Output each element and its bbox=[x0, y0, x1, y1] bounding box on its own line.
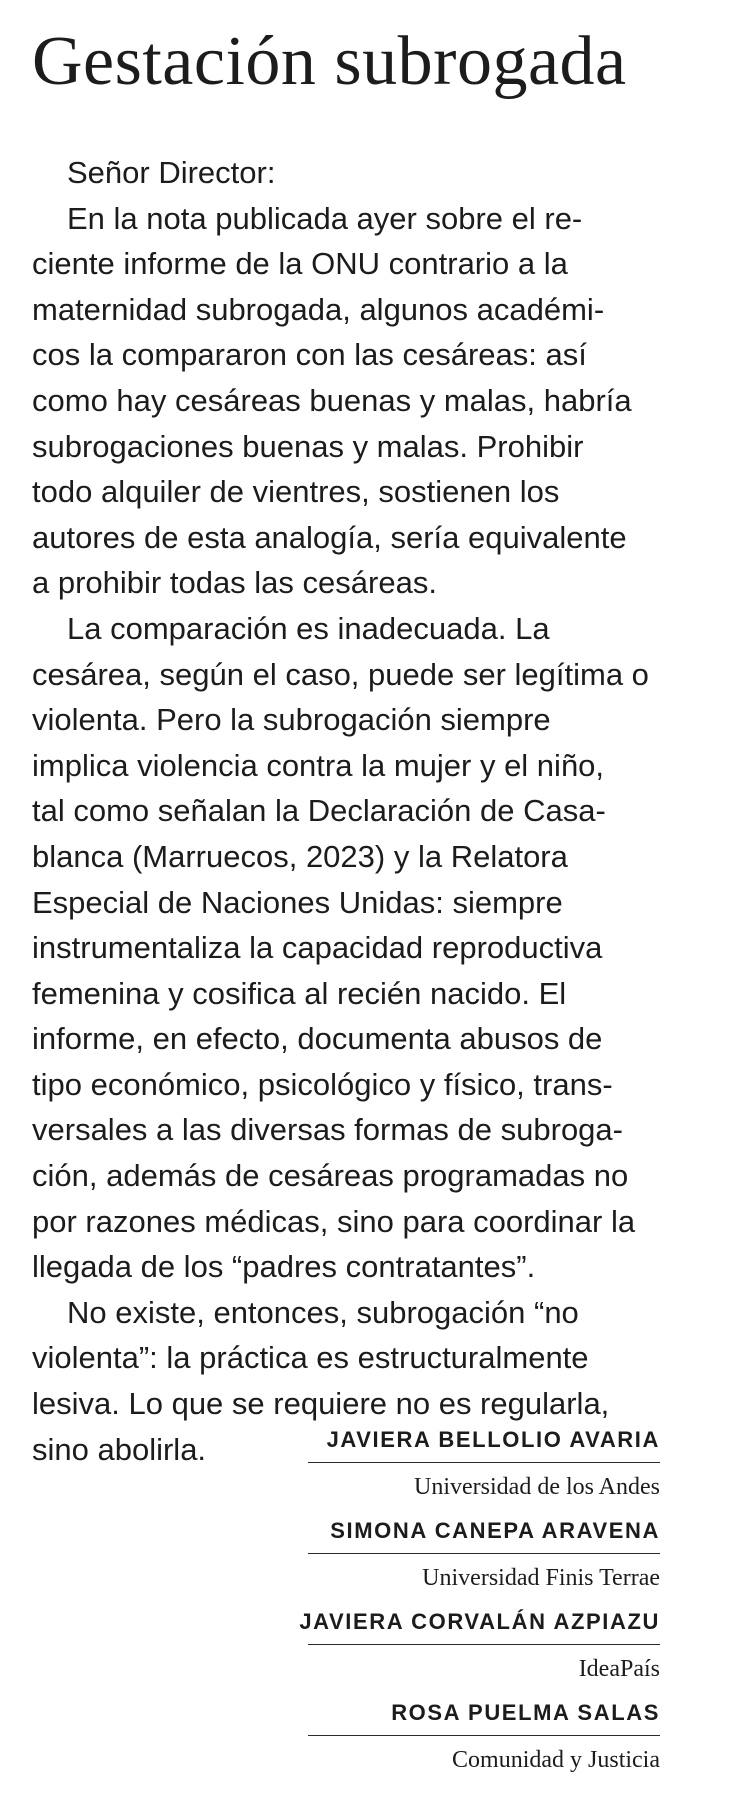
body-line: instrumentaliza la capacidad reproductiva bbox=[32, 930, 603, 966]
signature-entry bbox=[260, 1698, 660, 1789]
body-line: violenta. Pero la subrogación siempre bbox=[32, 702, 551, 738]
body-line: a prohibir todas las cesáreas. bbox=[32, 565, 437, 601]
signature-entry bbox=[260, 1607, 660, 1698]
signatory-name: JAVIERA CORVALÁN AZPIAZU bbox=[299, 1609, 660, 1634]
body-line: violenta”: la práctica es estructuralmente bbox=[32, 1340, 589, 1376]
body-line: lesiva. Lo que se requiere no es regularla, bbox=[32, 1386, 610, 1422]
body-line: cos la compararon con las cesáreas: así bbox=[32, 337, 587, 373]
body-line: En la nota publicada ayer sobre el re- bbox=[67, 200, 583, 236]
signatory-name: SIMONA CANEPA ARAVENA bbox=[330, 1518, 660, 1543]
body-line: tipo económico, psicológico y físico, trans- bbox=[32, 1066, 613, 1102]
signatory-institution: Comunidad y Justicia bbox=[452, 1747, 660, 1773]
body-line: subrogaciones buenas y malas. Prohibir bbox=[32, 428, 584, 464]
signatory-institution: IdeaPaís bbox=[578, 1656, 660, 1682]
signatory-name: ROSA PUELMA SALAS bbox=[391, 1700, 660, 1725]
letter-title: Gestación subrogada bbox=[32, 23, 627, 100]
body-line: cesárea, según el caso, puede ser legítima o bbox=[32, 656, 649, 692]
body-line: por razones médicas, sino para coordinar la bbox=[32, 1203, 636, 1239]
body-line: blanca (Marruecos, 2023) y la Relatora bbox=[32, 838, 568, 874]
signatory-institution: Universidad de los Andes bbox=[414, 1474, 660, 1500]
body-line: Especial de Naciones Unidas: siempre bbox=[32, 884, 563, 920]
body-line: La comparación es inadecuada. La bbox=[67, 610, 550, 646]
signatory-name: JAVIERA BELLOLIO AVARIA bbox=[326, 1427, 660, 1452]
body-line: Señor Director: bbox=[67, 155, 276, 190]
letter-body bbox=[32, 150, 662, 1472]
body-line: todo alquiler de vientres, sostienen los bbox=[32, 474, 560, 510]
signature-entry bbox=[260, 1425, 660, 1516]
body-line: informe, en efecto, documenta abusos de bbox=[32, 1021, 603, 1057]
body-line: femenina y cosifica al recién nacido. El bbox=[32, 975, 567, 1011]
body-line: ción, además de cesáreas programadas no bbox=[32, 1158, 629, 1194]
body-line: ciente informe de la ONU contrario a la bbox=[32, 246, 568, 282]
signature-block bbox=[260, 1425, 660, 1789]
body-line: No existe, entonces, subrogación “no bbox=[67, 1294, 579, 1330]
body-line: autores de esta analogía, sería equivalente bbox=[32, 519, 627, 555]
body-line: sino abolirla. bbox=[32, 1431, 207, 1467]
body-line: implica violencia contra la mujer y el niño, bbox=[32, 747, 605, 783]
signature-entry bbox=[260, 1516, 660, 1607]
body-line: tal como señalan la Declaración de Casa- bbox=[32, 793, 606, 829]
body-line: maternidad subrogada, algunos académi- bbox=[32, 291, 605, 327]
body-line: como hay cesáreas buenas y malas, habría bbox=[32, 382, 632, 418]
body-line: versales a las diversas formas de subroga- bbox=[32, 1112, 623, 1148]
body-line: llegada de los “padres contratantes”. bbox=[32, 1249, 536, 1285]
signatory-institution: Universidad Finis Terrae bbox=[422, 1565, 660, 1591]
